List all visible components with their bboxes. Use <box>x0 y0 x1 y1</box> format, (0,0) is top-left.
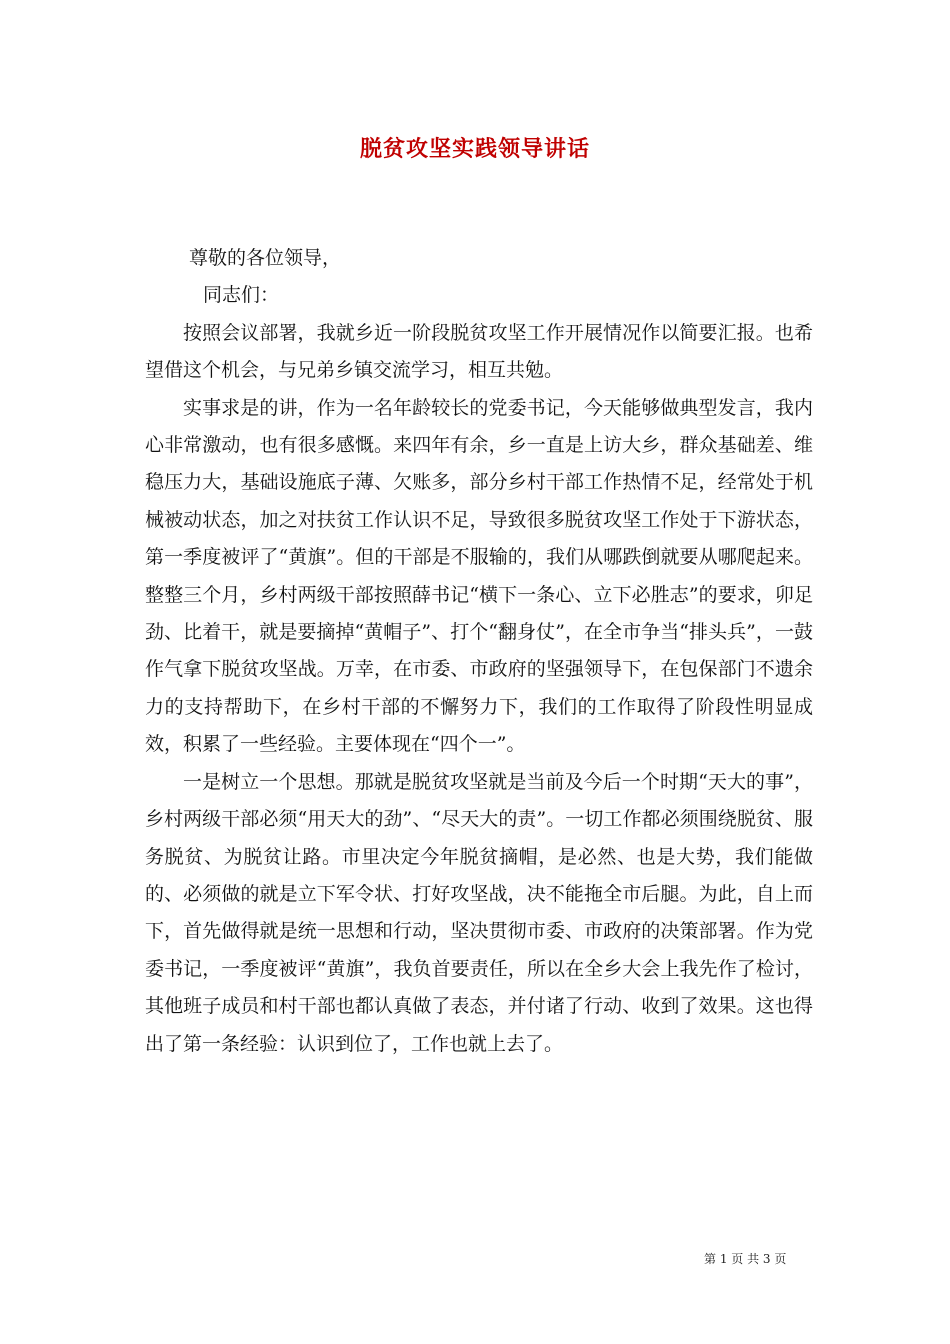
page-title: 脱贫攻坚实践领导讲话 <box>359 136 590 162</box>
page-number-footer: 第 1 页 共 3 页 <box>704 1252 787 1266</box>
salutation: 尊敬的各位领导， <box>189 247 342 269</box>
paragraph-intro: 按照会议部署，我就乡近一阶段脱贫攻坚工作开展情况作以简要汇报。也希望借这个机会，与兄弟乡镇交流学习，相互共勉。 <box>145 321 813 382</box>
comrades-greeting: 同志们： <box>203 284 280 307</box>
paragraph-background: 实事求是的讲，作为一名年龄较长的党委书记，今天能够做典型发言，我内心非常激动，也有很多感慨。来四年有余，乡一直是上访大乡，群众基础差、维稳压力大，基础设施底子薄、欠账多，部分乡村干部工作热情不足，经常处于机械被动状态，加之对扶贫工作认识不足，导致很多脱贫攻坚工作处于下游状态，第一季度被评了“黄旗”。但的干部是不服输的，我们从哪跌倒就要从哪爬起来。整整三个月，乡村两级干部按照薛书记“横下一条心、立下必胜志”的要求，卯足劲、比着干，就是要摘掉“黄帽子”、打个“翻身仗”，在全市争当“排头兵”，一鼓作气拿下脱贫攻坚战。万幸，在市委、市政府的坚强领导下，在包保部门不遗余力的支持帮助下，在乡村干部的不懈努力下，我们的工作取得了阶段性明显成效，积累了一些经验。主要体现在“四个一”。 <box>145 396 813 756</box>
paragraph-first-point: 一是树立一个思想。那就是脱贫攻坚就是当前及今后一个时期“天大的事”，乡村两级干部必须“用天大的劲”、“尽天大的责”。一切工作都必须围绕脱贫、服务脱贫、为脱贫让路。市里决定今年脱贫摘帽，是必然、也是大势，我们能做的、必须做的就是立下军令状、打好攻坚战，决不能拖全市后腿。为此，自上而下，首先做得就是统一思想和行动，坚决贯彻市委、市政府的决策部署。作为党委书记，一季度被评“黄旗”，我负首要责任，所以在全乡大会上我先作了检讨，其他班子成员和村干部也都认真做了表态，并付诸了行动、收到了效果。这也得出了第一条经验：认识到位了，工作也就上去了。 <box>145 770 813 1055</box>
document-body <box>145 240 813 1063</box>
